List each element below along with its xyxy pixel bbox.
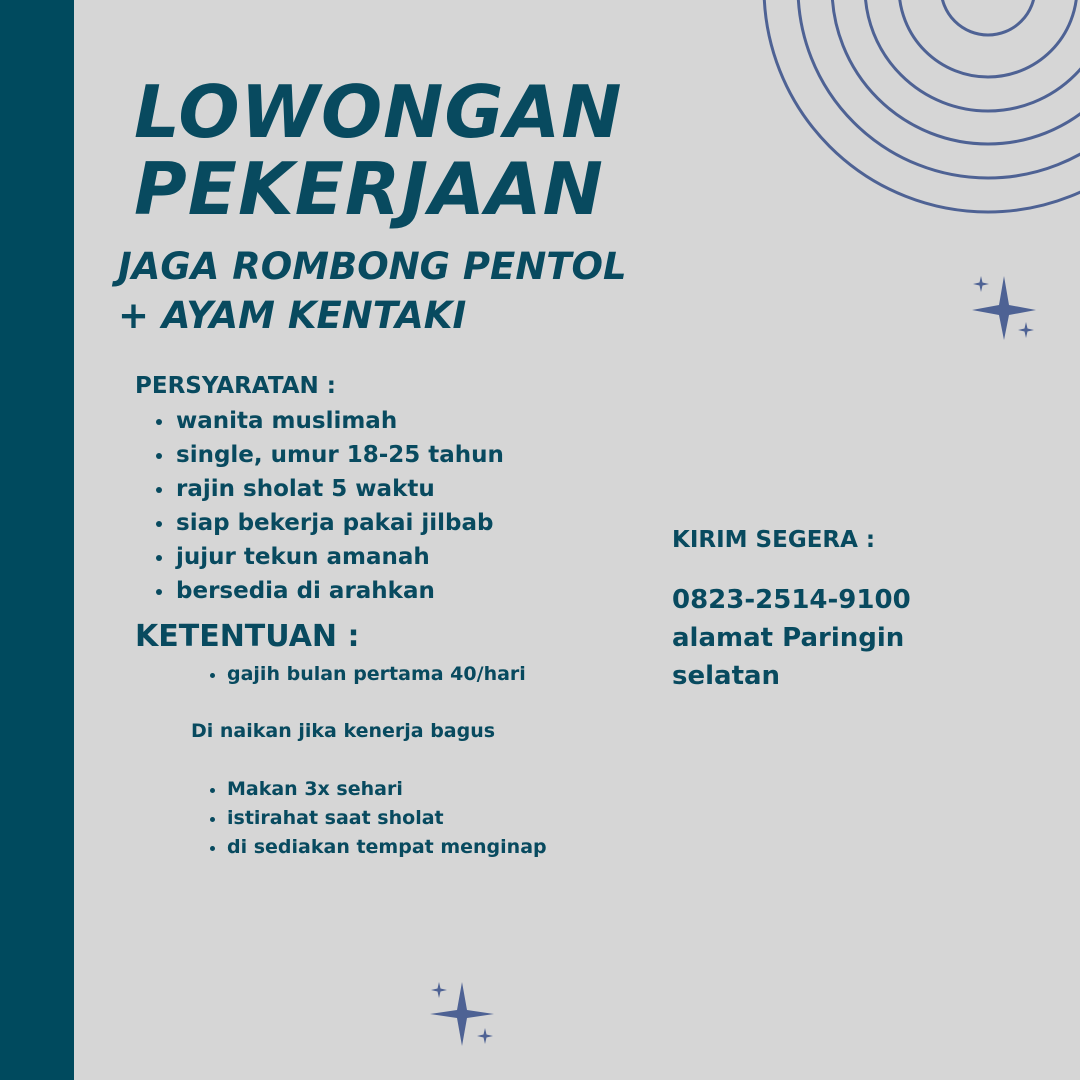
ketentuan-item: Makan 3x sehari: [227, 775, 467, 804]
circle-ring-5: [798, 0, 1080, 178]
title-line-1: LOWONGAN: [134, 70, 623, 154]
circle-ring-6: [764, 0, 1080, 212]
subtitle-line-2: + AYAM KENTAKI: [118, 294, 467, 337]
ketentuan-item: di sediakan tempat menginap: [227, 833, 467, 862]
sparkle-icon: [425, 976, 501, 1052]
subtitle-line-1: JAGA ROMBONG PENTOL: [118, 245, 627, 288]
persyaratan-label: PERSYARATAN :: [135, 373, 336, 399]
persyaratan-list: [176, 404, 504, 608]
persyaratan-item: siap bekerja pakai jilbab: [176, 506, 504, 540]
persyaratan-item: wanita muslimah: [176, 404, 504, 438]
ketentuan-label: KETENTUAN :: [135, 619, 360, 654]
persyaratan-item: rajin sholat 5 waktu: [176, 472, 504, 506]
persyaratan-item: single, umur 18-25 tahun: [176, 438, 504, 472]
circle-ring-1: [941, 0, 1035, 35]
persyaratan-item: bersedia di arahkan: [176, 574, 504, 608]
ketentuan-list-second: [227, 775, 547, 862]
circle-ring-2: [899, 0, 1077, 77]
contact-address: alamat Paringin selatan: [672, 623, 905, 691]
ketentuan-item: istirahat saat sholat: [227, 804, 467, 833]
left-accent-bar: [0, 0, 74, 1080]
ketentuan-note: Di naikan jika kenerja bagus: [191, 720, 496, 742]
contact-phone: 0823-2514-9100: [672, 585, 911, 615]
title-line-2: PEKERJAAN: [134, 147, 604, 231]
ketentuan-item: gajih bulan pertama 40/hari: [227, 660, 467, 689]
sparkle-icon: [966, 272, 1042, 348]
contact-label: KIRIM SEGERA :: [672, 527, 876, 553]
circle-ring-3: [865, 0, 1080, 111]
persyaratan-item: jujur tekun amanah: [176, 540, 504, 574]
circle-ring-4: [832, 0, 1080, 144]
ketentuan-list-first: [227, 660, 526, 689]
